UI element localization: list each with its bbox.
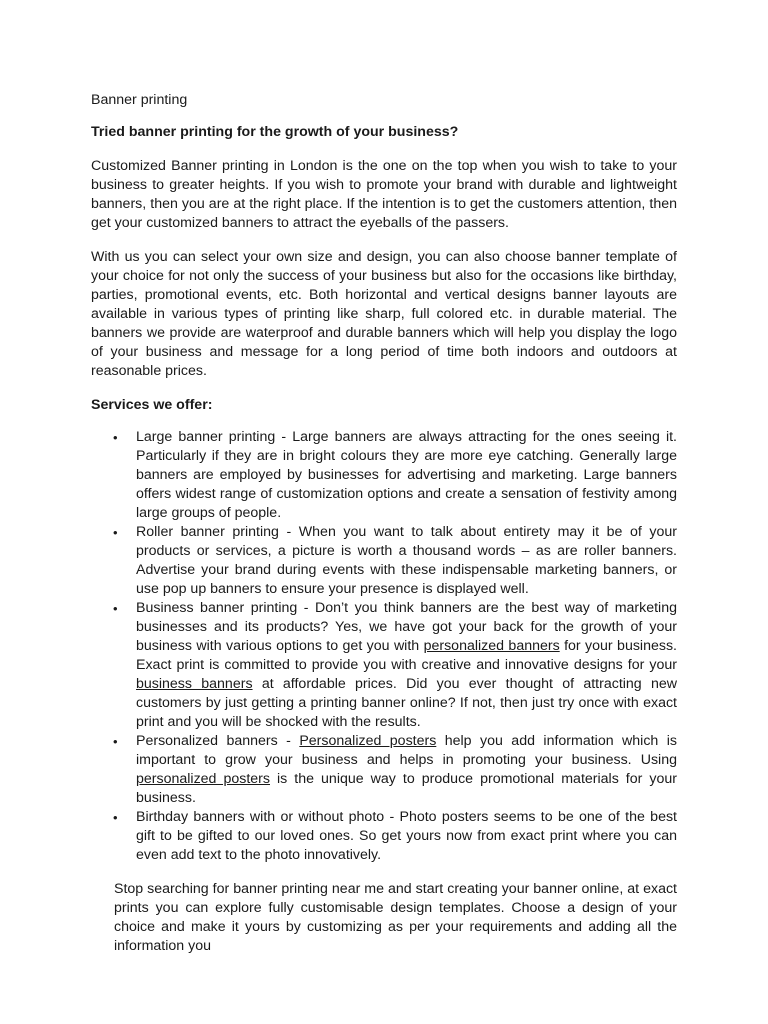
- text-segment: is the unique way to produce promotional materials for your business.: [136, 771, 677, 806]
- intro-paragraph-1: Customized Banner printing in London is the one on the top when you wish to take to your business to greater heights. If you wish to promote your brand with durable and lightweight banners, then you are at the right place. If the intention is to get the customers attention, then get your customized banners to attract the eyeballs of the passers.: [91, 158, 677, 231]
- bullet-icon: •: [113, 734, 118, 749]
- closing-paragraph: Stop searching for banner printing near me and start creating your banner online, at exact prints you can explore fully customisable design templates. Choose a design of your choice and make it yours by customizing as per your requirements and adding all the information you: [114, 881, 677, 954]
- list-item-large-banner: [91, 428, 677, 523]
- list-item-text: Large banner printing - Large banners are always attracting for the ones seeing it. Particularly if they are in bright colours they are more eye catching. Generally large banners are employed by businesses for advertising and marketing. Large banners offers widest range of customization options and create a sensation of festivity among large groups of people.: [136, 429, 677, 521]
- personalized-posters-link[interactable]: Personalized posters: [299, 733, 437, 749]
- text-segment: at affordable prices. Did you ever thought of attracting new customers by just getting a printing banner online? If not, then just try once with exact print and you will be shocked with the results.: [136, 676, 677, 730]
- list-item-text: [136, 599, 677, 732]
- intro-paragraph-2: With us you can select your own size and design, you can also choose banner template of your choice for not only the success of your business but also for the occasions like birthday, parties, promotional events, etc. Both horizontal and vertical designs banner layouts are available in various types of printing like sharp, full colored etc. in durable material. The banners we provide are waterproof and durable banners which will help you display the logo of your business and message for a long period of time both indoors and outdoors at reasonable prices.: [91, 249, 677, 379]
- personalized-banners-link[interactable]: personalized banners: [423, 638, 560, 654]
- document-subtitle: Tried banner printing for the growth of your business?: [91, 124, 459, 140]
- text-segment: Personalized banners -: [136, 733, 300, 749]
- text-segment: help you add information which is important to grow your business and helps in promoting your business. Using: [136, 733, 677, 768]
- services-heading: Services we offer:: [91, 397, 213, 413]
- document-page: [91, 91, 677, 971]
- bullet-icon: •: [113, 430, 118, 445]
- list-item-birthday-banner: [91, 808, 677, 865]
- bullet-icon: •: [113, 601, 118, 616]
- list-item-text: Roller banner printing - When you want to talk about entirety may it be of your products or services, a picture is worth a thousand words – as are roller banners. Advertise your brand during events with these indispensable marketing banners, or use pop up banners to ensure your presence is displayed well.: [136, 524, 677, 597]
- list-item-roller-banner: [91, 523, 677, 599]
- business-banners-link[interactable]: business banners: [136, 676, 253, 692]
- services-list: [91, 428, 677, 865]
- bullet-icon: •: [113, 810, 118, 825]
- text-segment: for your business. Exact print is committed to provide you with creative and innovative designs for your: [136, 638, 677, 673]
- document-title: Banner printing: [91, 92, 188, 108]
- text-segment: Business banner printing - Don’t you think banners are the best way of marketing businesses and its products? Yes, we have got your back for the growth of your business with various options to get you with: [136, 600, 677, 654]
- list-item-business-banner: [91, 599, 677, 732]
- list-item-personalized-banner: [91, 732, 677, 808]
- bullet-icon: •: [113, 525, 118, 540]
- list-item-text: [136, 732, 677, 808]
- personalized-posters-link-2[interactable]: personalized posters: [136, 771, 270, 787]
- list-item-text: Birthday banners with or without photo - Photo posters seems to be one of the best gift to be gifted to our loved ones. So get yours now from exact print where you can even add text to the photo innovatively.: [136, 809, 677, 863]
